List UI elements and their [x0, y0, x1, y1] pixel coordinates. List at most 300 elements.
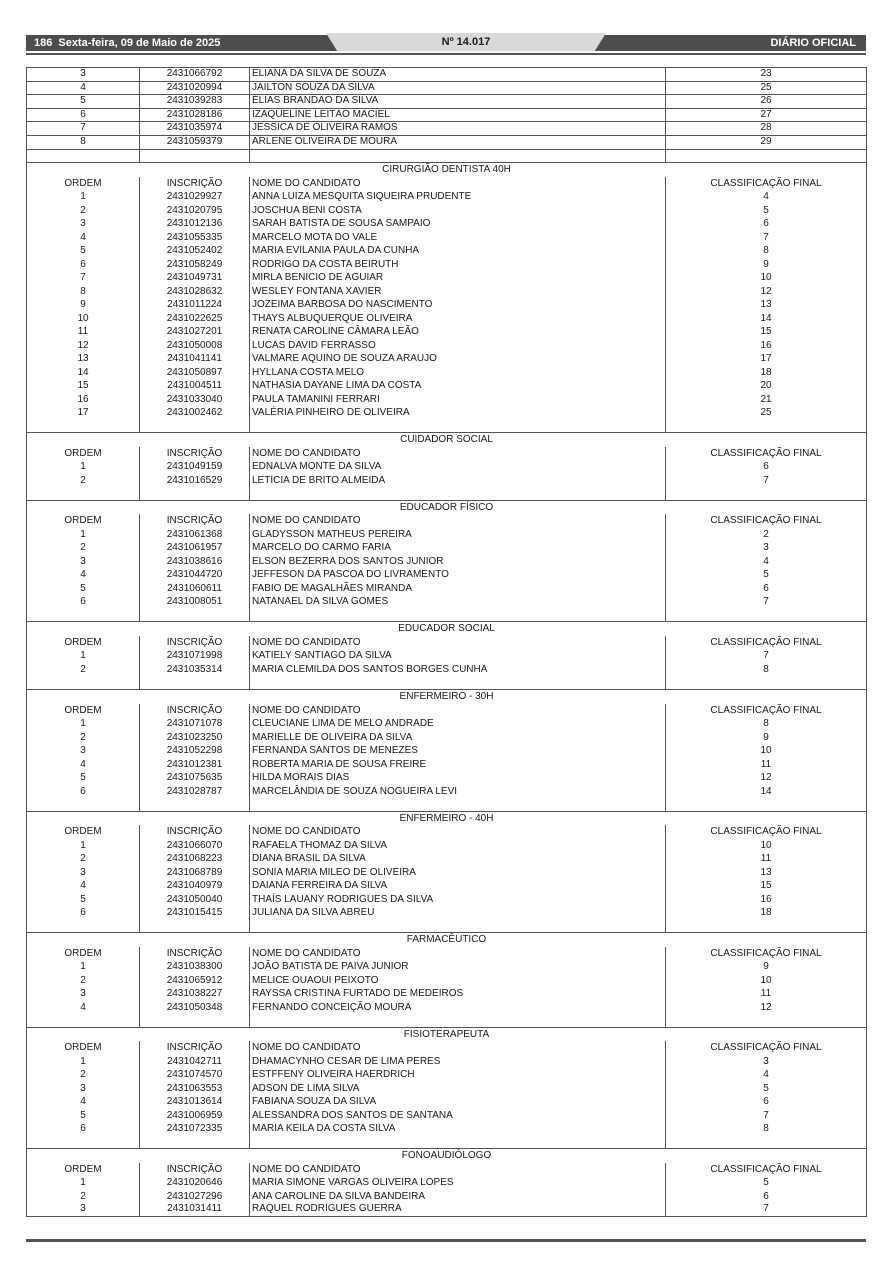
inscricao-cell: INSCRIÇÃO: [139, 177, 249, 191]
inscricao-cell: 2431066070: [139, 839, 249, 853]
table-row: [26, 920, 867, 934]
ordem-cell: 2: [26, 852, 139, 866]
nome-cell: RODRIGO DA COSTA BEIRUTH: [249, 258, 665, 272]
inscricao-cell: 2431027201: [139, 325, 249, 339]
classificacao-cell: 28: [665, 122, 867, 135]
ordem-cell: [26, 420, 139, 433]
column-header-row: [26, 1163, 867, 1177]
classificacao-cell: 3: [665, 1055, 867, 1069]
nome-cell: RAQUEL RODRIGUES GUERRA: [249, 1203, 665, 1216]
ordem-cell: 4: [26, 82, 139, 95]
ordem-cell: 5: [26, 893, 139, 907]
inscricao-cell: [139, 920, 249, 933]
section-title: [26, 501, 867, 515]
ordem-cell: 2: [26, 474, 139, 488]
inscricao-cell: [139, 1014, 249, 1027]
table-row: [26, 987, 867, 1001]
inscricao-cell: 2431068223: [139, 852, 249, 866]
nome-cell: [249, 1136, 665, 1149]
ordem-cell: 9: [26, 298, 139, 312]
classificacao-cell: CLASSIFICAÇÃO FINAL: [665, 1163, 867, 1177]
classificacao-cell: 10: [665, 974, 867, 988]
ordem-cell: 6: [26, 109, 139, 122]
classificacao-cell: CLASSIFICAÇÃO FINAL: [665, 825, 867, 839]
ordem-cell: 3: [26, 1203, 139, 1216]
classificacao-cell: 29: [665, 136, 867, 149]
table-row: [26, 852, 867, 866]
classificacao-cell: [665, 609, 867, 622]
nome-cell: MARCELÂNDIA DE SOUZA NOGUEIRA LEVI: [249, 785, 665, 799]
ordem-cell: 1: [26, 1176, 139, 1190]
classificacao-cell: 18: [665, 906, 867, 920]
ordem-cell: [26, 920, 139, 933]
table-row: [26, 204, 867, 218]
nome-cell: RAYSSA CRISTINA FURTADO DE MEDEIROS: [249, 987, 665, 1001]
inscricao-cell: 2431033040: [139, 393, 249, 407]
classificacao-cell: 7: [665, 1203, 867, 1216]
table-row: [26, 487, 867, 501]
ordem-cell: [26, 150, 139, 163]
nome-cell: NOME DO CANDIDATO: [249, 177, 665, 191]
ordem-cell: 2: [26, 974, 139, 988]
column-header-row: [26, 514, 867, 528]
ordem-cell: 2: [26, 731, 139, 745]
classificacao-cell: CLASSIFICAÇÃO FINAL: [665, 704, 867, 718]
inscricao-cell: 2431028787: [139, 785, 249, 799]
classificacao-cell: 6: [665, 1095, 867, 1109]
inscricao-cell: 2431015415: [139, 906, 249, 920]
section-title-text: CIRURGIÃO DENTISTA 40H: [382, 164, 511, 176]
table-row: [26, 379, 867, 393]
table-row: [26, 758, 867, 772]
inscricao-cell: [139, 676, 249, 689]
table-row: [26, 244, 867, 258]
classificacao-cell: CLASSIFICAÇÃO FINAL: [665, 636, 867, 650]
table-row: [26, 1122, 867, 1136]
nome-cell: MELICE OUAOUI PEIXOTO: [249, 974, 665, 988]
table-row: [26, 258, 867, 272]
inscricao-cell: 2431059379: [139, 136, 249, 149]
nome-cell: MARIA SIMONE VARGAS OLIVEIRA LOPES: [249, 1176, 665, 1190]
inscricao-cell: 2431038616: [139, 555, 249, 569]
inscricao-cell: 2431049159: [139, 460, 249, 474]
inscricao-cell: 2431027296: [139, 1190, 249, 1204]
classificacao-cell: 8: [665, 663, 867, 677]
classificacao-cell: 3: [665, 541, 867, 555]
nome-cell: EDNALVA MONTE DA SILVA: [249, 460, 665, 474]
ordem-cell: 5: [26, 1109, 139, 1123]
table-row: [26, 771, 867, 785]
section-title-text: CUIDADOR SOCIAL: [400, 434, 493, 446]
table-row: [26, 406, 867, 420]
ordem-cell: 7: [26, 271, 139, 285]
table-row: [26, 1109, 867, 1123]
issue-date: Sexta-feira, 09 de Maio de 2025: [58, 37, 221, 49]
inscricao-cell: 2431052298: [139, 744, 249, 758]
inscricao-cell: 2431038300: [139, 960, 249, 974]
classificacao-cell: 27: [665, 109, 867, 122]
ordem-cell: 1: [26, 1055, 139, 1069]
nome-cell: MARIA KEILA DA COSTA SILVA: [249, 1122, 665, 1136]
nome-cell: ELIANA DA SILVA DE SOUZA: [249, 68, 665, 81]
ordem-cell: 16: [26, 393, 139, 407]
inscricao-cell: 2431071078: [139, 717, 249, 731]
section-title-text: FONOAUDIÓLOGO: [401, 1150, 492, 1162]
inscricao-cell: 2431006959: [139, 1109, 249, 1123]
classificacao-cell: 14: [665, 785, 867, 799]
footer-rule: [26, 1239, 866, 1242]
ordem-cell: ORDEM: [26, 514, 139, 528]
classificacao-cell: 23: [665, 68, 867, 81]
section-title: [26, 690, 867, 704]
ordem-cell: 5: [26, 95, 139, 108]
ordem-cell: 6: [26, 1122, 139, 1136]
table-row: [26, 893, 867, 907]
nome-cell: MARIELLE DE OLIVEIRA DA SILVA: [249, 731, 665, 745]
section-title-text: ENFERMEIRO - 30H: [399, 691, 494, 703]
ordem-cell: 6: [26, 785, 139, 799]
table-row: [26, 190, 867, 204]
section-title: [26, 163, 867, 177]
column-header-row: [26, 825, 867, 839]
table-row: [26, 271, 867, 285]
inscricao-cell: INSCRIÇÃO: [139, 636, 249, 650]
classificacao-cell: 9: [665, 960, 867, 974]
ordem-cell: 1: [26, 649, 139, 663]
page-header: [26, 33, 866, 51]
inscricao-cell: 2431040979: [139, 879, 249, 893]
inscricao-cell: [139, 487, 249, 500]
inscricao-cell: 2431035314: [139, 663, 249, 677]
inscricao-cell: 2431063553: [139, 1082, 249, 1096]
nome-cell: SONIA MARIA MILEO DE OLIVEIRA: [249, 866, 665, 880]
ordem-cell: 1: [26, 190, 139, 204]
ordem-cell: 5: [26, 244, 139, 258]
classificacao-cell: [665, 150, 867, 163]
classificacao-cell: [665, 920, 867, 933]
inscricao-cell: 2431028632: [139, 285, 249, 299]
nome-cell: MARCELO DO CARMO FARIA: [249, 541, 665, 555]
nome-cell: JOSCHUA BENI COSTA: [249, 204, 665, 218]
nome-cell: FABIANA SOUZA DA SILVA: [249, 1095, 665, 1109]
nome-cell: HILDA MORAIS DIAS: [249, 771, 665, 785]
ordem-cell: 14: [26, 366, 139, 380]
results-table: [26, 67, 867, 1217]
inscricao-cell: 2431035974: [139, 122, 249, 135]
table-row: [26, 595, 867, 609]
nome-cell: NOME DO CANDIDATO: [249, 947, 665, 961]
ordem-cell: 11: [26, 325, 139, 339]
classificacao-cell: 4: [665, 555, 867, 569]
nome-cell: DHAMACYNHO CESAR DE LIMA PERES: [249, 1055, 665, 1069]
section-title: [26, 1028, 867, 1042]
table-row: [26, 1082, 867, 1096]
nome-cell: HYLLANA COSTA MELO: [249, 366, 665, 380]
inscricao-cell: 2431041141: [139, 352, 249, 366]
table-row: [26, 1203, 867, 1217]
ordem-cell: 1: [26, 460, 139, 474]
inscricao-cell: 2431020646: [139, 1176, 249, 1190]
inscricao-cell: 2431020994: [139, 82, 249, 95]
inscricao-cell: 2431074570: [139, 1068, 249, 1082]
nome-cell: ELSON BEZERRA DOS SANTOS JUNIOR: [249, 555, 665, 569]
classificacao-cell: [665, 487, 867, 500]
ordem-cell: 3: [26, 866, 139, 880]
section-title-text: FARMACÊUTICO: [406, 934, 487, 946]
column-header-row: [26, 177, 867, 191]
nome-cell: NOME DO CANDIDATO: [249, 447, 665, 461]
table-row: [26, 217, 867, 231]
ordem-cell: ORDEM: [26, 947, 139, 961]
classificacao-cell: 16: [665, 339, 867, 353]
section-title: [26, 622, 867, 636]
inscricao-cell: 2431022625: [139, 312, 249, 326]
section-title-text: EDUCADOR SOCIAL: [398, 623, 495, 635]
table-row: [26, 731, 867, 745]
nome-cell: ALESSANDRA DOS SANTOS DE SANTANA: [249, 1109, 665, 1123]
classificacao-cell: 9: [665, 258, 867, 272]
nome-cell: NATHASIA DAYANE LIMA DA COSTA: [249, 379, 665, 393]
table-row: [26, 366, 867, 380]
ordem-cell: 5: [26, 771, 139, 785]
table-row: [26, 150, 867, 164]
nome-cell: [249, 676, 665, 689]
inscricao-cell: 2431058249: [139, 258, 249, 272]
ordem-cell: ORDEM: [26, 1041, 139, 1055]
table-row: [26, 1176, 867, 1190]
inscricao-cell: 2431050897: [139, 366, 249, 380]
inscricao-cell: 2431004511: [139, 379, 249, 393]
classificacao-cell: CLASSIFICAÇÃO FINAL: [665, 514, 867, 528]
classificacao-cell: 10: [665, 271, 867, 285]
classificacao-cell: 12: [665, 771, 867, 785]
nome-cell: ANNA LUIZA MESQUITA SIQUEIRA PRUDENTE: [249, 190, 665, 204]
header-rule: [26, 53, 866, 55]
inscricao-cell: [139, 1136, 249, 1149]
classificacao-cell: 6: [665, 217, 867, 231]
classificacao-cell: [665, 676, 867, 689]
ordem-cell: 1: [26, 528, 139, 542]
ordem-cell: 4: [26, 758, 139, 772]
classificacao-cell: 12: [665, 1001, 867, 1015]
nome-cell: CLEUCIANE LIMA DE MELO ANDRADE: [249, 717, 665, 731]
inscricao-cell: 2431071998: [139, 649, 249, 663]
table-row: [26, 1190, 867, 1204]
table-row: [26, 582, 867, 596]
table-row: [26, 568, 867, 582]
nome-cell: ARLENE OLIVEIRA DE MOURA: [249, 136, 665, 149]
nome-cell: [249, 1014, 665, 1027]
ordem-cell: 3: [26, 555, 139, 569]
inscricao-cell: INSCRIÇÃO: [139, 947, 249, 961]
nome-cell: NOME DO CANDIDATO: [249, 514, 665, 528]
table-row: [26, 717, 867, 731]
inscricao-cell: 2431023250: [139, 731, 249, 745]
nome-cell: NOME DO CANDIDATO: [249, 1163, 665, 1177]
table-row: [26, 676, 867, 690]
inscricao-cell: [139, 798, 249, 811]
section-title-text: EDUCADOR FÍSICO: [399, 501, 494, 513]
ordem-cell: 6: [26, 258, 139, 272]
classificacao-cell: 17: [665, 352, 867, 366]
inscricao-cell: INSCRIÇÃO: [139, 1041, 249, 1055]
ordem-cell: ORDEM: [26, 1163, 139, 1177]
table-row: [26, 95, 867, 109]
classificacao-cell: 9: [665, 731, 867, 745]
nome-cell: VALMARE AQUINO DE SOUZA ARAUJO: [249, 352, 665, 366]
ordem-cell: ORDEM: [26, 704, 139, 718]
nome-cell: ELIAS BRANDÃO DA SILVA: [249, 95, 665, 108]
ordem-cell: [26, 1136, 139, 1149]
ordem-cell: 1: [26, 717, 139, 731]
nome-cell: KATIELY SANTIAGO DA SILVA: [249, 649, 665, 663]
table-row: [26, 82, 867, 96]
nome-cell: RENATA CAROLINE CÂMARA LEÃO: [249, 325, 665, 339]
inscricao-cell: 2431011224: [139, 298, 249, 312]
page-number: 186: [34, 37, 53, 49]
nome-cell: [249, 920, 665, 933]
classificacao-cell: [665, 798, 867, 811]
classificacao-cell: 5: [665, 1082, 867, 1096]
ordem-cell: 12: [26, 339, 139, 353]
table-row: [26, 541, 867, 555]
ordem-cell: [26, 487, 139, 500]
ordem-cell: 4: [26, 879, 139, 893]
inscricao-cell: 2431029927: [139, 190, 249, 204]
classificacao-cell: 5: [665, 568, 867, 582]
nome-cell: ROBERTA MARIA DE SOUSA FREIRE: [249, 758, 665, 772]
nome-cell: FABIO DE MAGALHÃES MIRANDA: [249, 582, 665, 596]
table-row: [26, 339, 867, 353]
ordem-cell: ORDEM: [26, 636, 139, 650]
classificacao-cell: 6: [665, 582, 867, 596]
inscricao-cell: [139, 150, 249, 163]
inscricao-cell: 2431061368: [139, 528, 249, 542]
inscricao-cell: 2431028186: [139, 109, 249, 122]
nome-cell: JEFFESON DA PASCOA DO LIVRAMENTO: [249, 568, 665, 582]
nome-cell: MARIA EVILANIA PAULA DA CUNHA: [249, 244, 665, 258]
classificacao-cell: 11: [665, 987, 867, 1001]
classificacao-cell: 25: [665, 82, 867, 95]
table-row: [26, 312, 867, 326]
nome-cell: ADSON DE LIMA SILVA: [249, 1082, 665, 1096]
nome-cell: [249, 609, 665, 622]
nome-cell: MIRLA BENICIO DE AGUIAR: [249, 271, 665, 285]
inscricao-cell: 2431061957: [139, 541, 249, 555]
ordem-cell: 8: [26, 136, 139, 149]
classificacao-cell: 12: [665, 285, 867, 299]
nome-cell: [249, 487, 665, 500]
inscricao-cell: 2431012381: [139, 758, 249, 772]
classificacao-cell: 20: [665, 379, 867, 393]
classificacao-cell: 10: [665, 839, 867, 853]
ordem-cell: 3: [26, 987, 139, 1001]
table-row: [26, 136, 867, 150]
table-row: [26, 744, 867, 758]
classificacao-cell: 6: [665, 1190, 867, 1204]
ordem-cell: 6: [26, 906, 139, 920]
classificacao-cell: 7: [665, 1109, 867, 1123]
ordem-cell: 4: [26, 231, 139, 245]
journal-name: DIÁRIO OFICIAL: [770, 37, 856, 49]
classificacao-cell: CLASSIFICAÇÃO FINAL: [665, 177, 867, 191]
inscricao-cell: INSCRIÇÃO: [139, 704, 249, 718]
nome-cell: [249, 420, 665, 433]
table-row: [26, 285, 867, 299]
section-title: [26, 1149, 867, 1163]
nome-cell: NOME DO CANDIDATO: [249, 636, 665, 650]
nome-cell: [249, 798, 665, 811]
ordem-cell: 2: [26, 204, 139, 218]
inscricao-cell: 2431068789: [139, 866, 249, 880]
table-row: [26, 866, 867, 880]
nome-cell: MARCELO MOTA DO VALE: [249, 231, 665, 245]
table-row: [26, 785, 867, 799]
inscricao-cell: 2431065912: [139, 974, 249, 988]
inscricao-cell: 2431050348: [139, 1001, 249, 1015]
classificacao-cell: [665, 420, 867, 433]
nome-cell: JOÃO BATISTA DE PAIVA JUNIOR: [249, 960, 665, 974]
nome-cell: ANA CAROLINE DA SILVA BANDEIRA: [249, 1190, 665, 1204]
nome-cell: IZAQUELINE LEITÃO MACIEL: [249, 109, 665, 122]
table-row: [26, 352, 867, 366]
ordem-cell: 7: [26, 122, 139, 135]
nome-cell: LUCAS DAVID FERRASSO: [249, 339, 665, 353]
classificacao-cell: 4: [665, 190, 867, 204]
classificacao-cell: 26: [665, 95, 867, 108]
ordem-cell: ORDEM: [26, 447, 139, 461]
table-row: [26, 1055, 867, 1069]
table-row: [26, 1095, 867, 1109]
nome-cell: JULIANA DA SILVA ABREU: [249, 906, 665, 920]
classificacao-cell: 21: [665, 393, 867, 407]
table-row: [26, 528, 867, 542]
inscricao-cell: 2431044720: [139, 568, 249, 582]
inscricao-cell: 2431008051: [139, 595, 249, 609]
table-row: [26, 231, 867, 245]
classificacao-cell: 11: [665, 852, 867, 866]
classificacao-cell: CLASSIFICAÇÃO FINAL: [665, 447, 867, 461]
nome-cell: PAULA TAMANINI FERRARI: [249, 393, 665, 407]
table-row: [26, 474, 867, 488]
section-title: [26, 433, 867, 447]
nome-cell: WESLEY FONTANA XAVIER: [249, 285, 665, 299]
inscricao-cell: 2431066792: [139, 68, 249, 81]
table-row: [26, 122, 867, 136]
ordem-cell: 2: [26, 541, 139, 555]
inscricao-cell: 2431072335: [139, 1122, 249, 1136]
table-row: [26, 609, 867, 623]
ordem-cell: [26, 676, 139, 689]
ordem-cell: 4: [26, 1001, 139, 1015]
section-title-text: ENFERMEIRO - 40H: [399, 812, 494, 824]
nome-cell: DAIANA FERREIRA DA SILVA: [249, 879, 665, 893]
nome-cell: THAYS ALBUQUERQUE OLIVEIRA: [249, 312, 665, 326]
ordem-cell: 4: [26, 568, 139, 582]
classificacao-cell: 13: [665, 298, 867, 312]
section-title-text: FISIOTERAPEUTA: [403, 1028, 490, 1040]
ordem-cell: [26, 1014, 139, 1027]
nome-cell: NOME DO CANDIDATO: [249, 825, 665, 839]
nome-cell: GLADYSSON MATHEUS PEREIRA: [249, 528, 665, 542]
inscricao-cell: 2431039283: [139, 95, 249, 108]
ordem-cell: 4: [26, 1095, 139, 1109]
table-row: [26, 839, 867, 853]
section-title: [26, 812, 867, 826]
classificacao-cell: 18: [665, 366, 867, 380]
table-row: [26, 1068, 867, 1082]
nome-cell: NOME DO CANDIDATO: [249, 704, 665, 718]
